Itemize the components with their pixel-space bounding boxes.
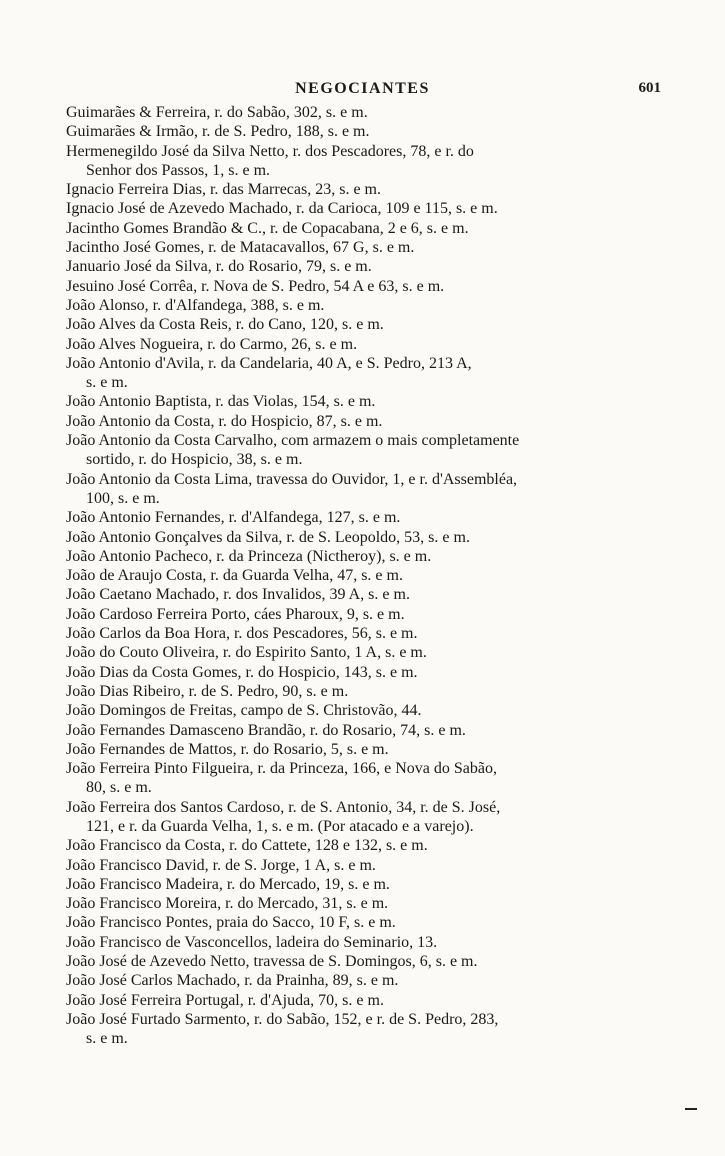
directory-entry xyxy=(66,721,656,740)
entry-line: João Alves da Costa Reis, r. do Cano, 120, s. e m. xyxy=(66,316,384,334)
entry-line: Jacintho José Gomes, r. de Matacavallos, 67 G, s. e m. xyxy=(66,239,415,257)
directory-entry xyxy=(66,180,656,199)
entry-continuation-line: s. e m. xyxy=(86,374,128,392)
entry-continuation-line: 121, e r. da Guarda Velha, 1, s. e m. (Por atacado e a varejo). xyxy=(86,817,474,835)
entry-line: Jacintho Gomes Brandão & C., r. de Copacabana, 2 e 6, s. e m. xyxy=(66,219,469,237)
directory-entry xyxy=(66,663,656,682)
entry-line: João Antonio Baptista, r. das Violas, 154, s. e m. xyxy=(66,393,376,411)
directory-entry xyxy=(66,875,656,894)
entry-line: Januario José da Silva, r. do Rosario, 79, s. e m. xyxy=(66,258,372,276)
entry-continuation-line: 80, s. e m. xyxy=(86,779,152,797)
entry-line: João Antonio Pacheco, r. da Princeza (Nictheroy), s. e m. xyxy=(66,547,432,565)
entry-line: João José Ferreira Portugal, r. d'Ajuda, 70, s. e m. xyxy=(66,991,384,1009)
entry-line: João Dias Ribeiro, r. de S. Pedro, 90, s. e m. xyxy=(66,682,349,700)
entry-continuation-line: 100, s. e m. xyxy=(86,489,160,507)
entry-line: João Francisco Moreira, r. do Mercado, 31, s. e m. xyxy=(66,895,389,913)
page-header xyxy=(0,80,725,102)
entry-line: João Alves Nogueira, r. do Carmo, 26, s. e m. xyxy=(66,335,358,353)
directory-entry xyxy=(66,412,656,431)
directory-entry xyxy=(66,219,656,238)
entry-continuation-line: s. e m. xyxy=(86,1030,128,1048)
directory-entry xyxy=(66,701,656,720)
entry-line: João José de Azevedo Netto, travessa de S. Domingos, 6, s. e m. xyxy=(66,953,478,971)
entry-line: João Antonio da Costa Carvalho, com armazem o mais completamente xyxy=(66,432,520,450)
directory-entry xyxy=(66,624,656,643)
entry-line: João Ferreira dos Santos Cardoso, r. de S. Antonio, 34, r. de S. José, xyxy=(66,798,501,816)
entry-continuation-line: sortido, r. do Hospicio, 38, s. e m. xyxy=(86,451,303,469)
page-number: 601 xyxy=(638,80,661,96)
directory-entry xyxy=(66,296,656,315)
directory-entry xyxy=(66,1010,656,1049)
entry-line: João Carlos da Boa Hora, r. dos Pescadores, 56, s. e m. xyxy=(66,625,418,643)
directory-entry xyxy=(66,470,656,509)
entry-line: João Dias da Costa Gomes, r. do Hospicio, 143, s. e m. xyxy=(66,663,418,681)
directory-entry xyxy=(66,508,656,527)
directory-entry xyxy=(66,836,656,855)
directory-entry xyxy=(66,122,656,141)
directory-entry xyxy=(66,585,656,604)
directory-entry xyxy=(66,335,656,354)
entry-continuation-line: Senhor dos Passos, 1, s. e m. xyxy=(86,161,271,179)
entry-line: Guimarães & Irmão, r. de S. Pedro, 188, s. e m. xyxy=(66,123,370,141)
entry-line: João Francisco Pontes, praia do Sacco, 10 F, s. e m. xyxy=(66,914,396,932)
directory-entry xyxy=(66,894,656,913)
directory-entry xyxy=(66,856,656,875)
entry-line: João Antonio d'Avila, r. da Candelaria, 40 A, e S. Pedro, 213 A, xyxy=(66,354,472,372)
directory-entry xyxy=(66,199,656,218)
directory-entry xyxy=(66,315,656,334)
entry-line: João Francisco da Costa, r. do Cattete, 128 e 132, s. e m. xyxy=(66,837,428,855)
directory-entry xyxy=(66,952,656,971)
entry-line: João Antonio Gonçalves da Silva, r. de S. Leopoldo, 53, s. e m. xyxy=(66,528,470,546)
directory-entry xyxy=(66,643,656,662)
margin-dash-mark xyxy=(685,1108,697,1110)
directory-entry xyxy=(66,798,656,837)
directory-entry xyxy=(66,277,656,296)
directory-entry xyxy=(66,238,656,257)
entry-line: João José Furtado Sarmento, r. do Sabão, 152, e r. de S. Pedro, 283, xyxy=(66,1010,499,1028)
entry-line: João Ferreira Pinto Filgueira, r. da Princeza, 166, e Nova do Sabão, xyxy=(66,760,497,778)
entry-line: João Fernandes de Mattos, r. do Rosario, 5, s. e m. xyxy=(66,740,389,758)
entry-line: João Fernandes Damasceno Brandão, r. do Rosario, 74, s. e m. xyxy=(66,721,466,739)
directory-entry xyxy=(66,991,656,1010)
directory-entry xyxy=(66,682,656,701)
entry-line: Ignacio José de Azevedo Machado, r. da Carioca, 109 e 115, s. e m. xyxy=(66,200,498,218)
directory-listing xyxy=(66,103,656,1049)
entry-line: João Antonio Fernandes, r. d'Alfandega, 127, s. e m. xyxy=(66,509,401,527)
entry-line: João Antonio da Costa, r. do Hospicio, 87, s. e m. xyxy=(66,412,383,430)
entry-line: João Cardoso Ferreira Porto, cáes Pharoux, 9, s. e m. xyxy=(66,605,405,623)
directory-entry xyxy=(66,392,656,411)
directory-entry xyxy=(66,605,656,624)
directory-entry xyxy=(66,431,656,470)
entry-line: João José Carlos Machado, r. da Prainha, 89, s. e m. xyxy=(66,972,399,990)
entry-line: João de Araujo Costa, r. da Guarda Velha, 47, s. e m. xyxy=(66,567,403,585)
entry-line: Ignacio Ferreira Dias, r. das Marrecas, 23, s. e m. xyxy=(66,181,381,199)
directory-entry xyxy=(66,971,656,990)
entry-line: Jesuino José Corrêa, r. Nova de S. Pedro, 54 A e 63, s. e m. xyxy=(66,277,445,295)
entry-line: João Francisco David, r. de S. Jorge, 1 A, s. e m. xyxy=(66,856,376,874)
directory-entry xyxy=(66,566,656,585)
directory-entry xyxy=(66,913,656,932)
entry-line: João Alonso, r. d'Alfandega, 388, s. e m. xyxy=(66,296,325,314)
entry-line: João Caetano Machado, r. dos Invalidos, 39 A, s. e m. xyxy=(66,586,410,604)
directory-entry xyxy=(66,547,656,566)
directory-entry xyxy=(66,354,656,393)
directory-entry xyxy=(66,740,656,759)
entry-line: João do Couto Oliveira, r. do Espirito Santo, 1 A, s. e m. xyxy=(66,644,427,662)
directory-entry xyxy=(66,933,656,952)
directory-entry xyxy=(66,142,656,181)
directory-entry xyxy=(66,257,656,276)
page-title: NEGOCIANTES xyxy=(295,80,430,97)
entry-line: Hermenegildo José da Silva Netto, r. dos Pescadores, 78, e r. do xyxy=(66,142,474,160)
entry-line: João Francisco de Vasconcellos, ladeira do Seminario, 13. xyxy=(66,933,438,951)
entry-line: João Francisco Madeira, r. do Mercado, 19, s. e m. xyxy=(66,875,390,893)
entry-line: João Domingos de Freitas, campo de S. Christovão, 44. xyxy=(66,702,422,720)
entry-line: Guimarães & Ferreira, r. do Sabão, 302, s. e m. xyxy=(66,104,368,121)
directory-entry xyxy=(66,528,656,547)
directory-entry xyxy=(66,759,656,798)
entry-line: João Antonio da Costa Lima, travessa do Ouvidor, 1, e r. d'Assembléa, xyxy=(66,470,518,488)
directory-entry xyxy=(66,103,656,122)
